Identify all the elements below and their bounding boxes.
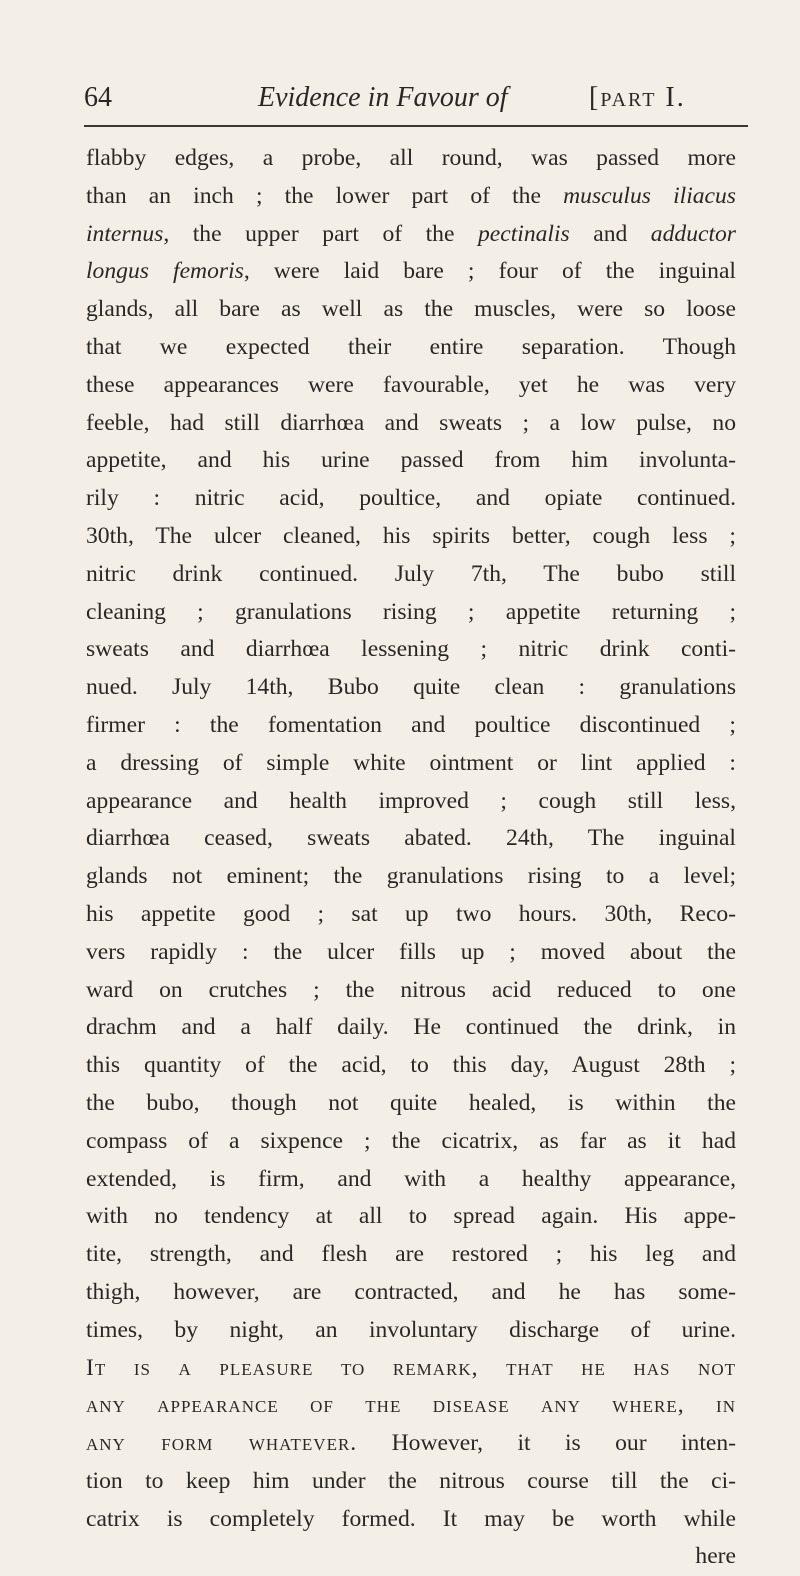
text-segment: times, by night, an involuntary discharge of urine. (86, 1316, 736, 1343)
text-line (86, 1501, 736, 1539)
text-segment: than an inch ; the lower part of the (86, 182, 564, 209)
header-rule (84, 125, 748, 127)
text-line (86, 367, 736, 405)
text-segment: However, it is our inten- (357, 1430, 736, 1457)
text-segment: tion to keep him under the nitrous course till the ci- (86, 1467, 736, 1494)
text-segment: drachm and a half daily. He continued the drink, in (86, 1014, 736, 1041)
text-line (86, 253, 736, 291)
text-line (86, 896, 736, 934)
text-segment: thigh, however, are contracted, and he has some- (86, 1278, 736, 1305)
text-line (86, 669, 736, 707)
text-segment: appearance and health improved ; cough still less, (86, 787, 736, 814)
text-segment: his appetite good ; sat up two hours. 30th, Reco- (86, 900, 736, 927)
text-line (86, 405, 736, 443)
text-line (86, 594, 736, 632)
text-segment: the bubo, though not quite healed, is within the (86, 1089, 736, 1116)
text-line (86, 556, 736, 594)
text-line (86, 1198, 736, 1236)
text-segment: vers rapidly : the ulcer fills up ; moved about the (86, 938, 736, 965)
text-segment: catrix is completely formed. It may be worth while (86, 1505, 736, 1532)
text-segment: that we expected their entire separation. Though (86, 333, 736, 360)
text-line (86, 480, 736, 518)
text-segment: nued. July 14th, Bubo quite clean : granulations (86, 674, 736, 701)
text-segment: these appearances were favourable, yet he was very (86, 371, 736, 398)
text-segment: firmer : the fomentation and poultice discontinued ; (86, 711, 736, 738)
small-caps-text: any appearance of the disease any where, in (86, 1392, 736, 1419)
small-caps-text: It is a pleasure to remark, that he has not (86, 1354, 736, 1381)
text-line (86, 140, 736, 178)
text-line (86, 1274, 736, 1312)
text-line (86, 442, 736, 480)
text-segment: here (695, 1543, 736, 1570)
text-line (86, 783, 736, 821)
text-line (86, 1425, 736, 1463)
text-line (86, 291, 736, 329)
text-segment: with no tendency at all to spread again. His appe- (86, 1203, 736, 1230)
text-line (86, 1047, 736, 1085)
text-line (86, 1161, 736, 1199)
body-text (86, 140, 736, 1576)
italic-term: adductor (650, 220, 736, 247)
running-title: Evidence in Favour of (258, 82, 508, 113)
text-line (86, 1236, 736, 1274)
italic-term: longus femoris (86, 258, 244, 285)
text-line (86, 1312, 736, 1350)
text-line (86, 820, 736, 858)
text-line (86, 1387, 736, 1425)
text-segment: glands not eminent; the granulations rising to a level; (86, 863, 736, 890)
text-line (86, 631, 736, 669)
text-line (86, 178, 736, 216)
text-line (86, 1123, 736, 1161)
part-label: [part I. (589, 82, 686, 113)
text-line (86, 1085, 736, 1123)
text-segment: 30th, The ulcer cleaned, his spirits better, cough less ; (86, 522, 736, 549)
text-line (86, 1009, 736, 1047)
page-number: 64 (84, 82, 112, 113)
small-caps-text: any form whatever. (86, 1430, 358, 1457)
running-header (84, 78, 744, 124)
text-line (86, 707, 736, 745)
text-segment: sweats and diarrhœa lessening ; nitric drink conti- (86, 636, 736, 663)
text-segment: rily : nitric acid, poultice, and opiate continued. (86, 485, 736, 512)
text-line (86, 518, 736, 556)
text-segment: , the upper part of the (163, 220, 478, 247)
text-segment: a dressing of simple white ointment or lint applied : (86, 749, 736, 776)
text-line (86, 1350, 736, 1388)
text-segment: , were laid bare ; four of the inguinal (243, 258, 736, 285)
text-segment: glands, all bare as well as the muscles, were so loose (86, 296, 736, 323)
text-line (86, 216, 736, 254)
text-line (86, 1463, 736, 1501)
text-segment: tite, strength, and flesh are restored ; his leg and (86, 1241, 736, 1268)
text-line (86, 858, 736, 896)
text-line (86, 1538, 736, 1576)
text-segment: flabby edges, a probe, all round, was passed more (86, 145, 736, 171)
italic-term: pectinalis (477, 220, 570, 247)
text-segment: and (569, 220, 651, 247)
text-line (86, 972, 736, 1010)
italic-term: musculus iliacus (563, 182, 736, 209)
text-line (86, 934, 736, 972)
text-line (86, 329, 736, 367)
italic-term: internus (86, 220, 164, 247)
text-line (86, 745, 736, 783)
text-segment: appetite, and his urine passed from him involunta- (86, 447, 736, 474)
text-segment: extended, is firm, and with a healthy appearance, (86, 1165, 736, 1192)
text-segment: nitric drink continued. July 7th, The bubo still (86, 560, 736, 587)
text-segment: diarrhœa ceased, sweats abated. 24th, The inguinal (86, 825, 736, 852)
text-segment: this quantity of the acid, to this day, August 28th ; (86, 1052, 736, 1079)
text-segment: cleaning ; granulations rising ; appetite returning ; (86, 598, 736, 625)
text-segment: feeble, had still diarrhœa and sweats ; a low pulse, no (86, 409, 736, 436)
text-segment: compass of a sixpence ; the cicatrix, as far as it had (86, 1127, 736, 1154)
text-segment: ward on crutches ; the nitrous acid reduced to one (86, 976, 736, 1003)
